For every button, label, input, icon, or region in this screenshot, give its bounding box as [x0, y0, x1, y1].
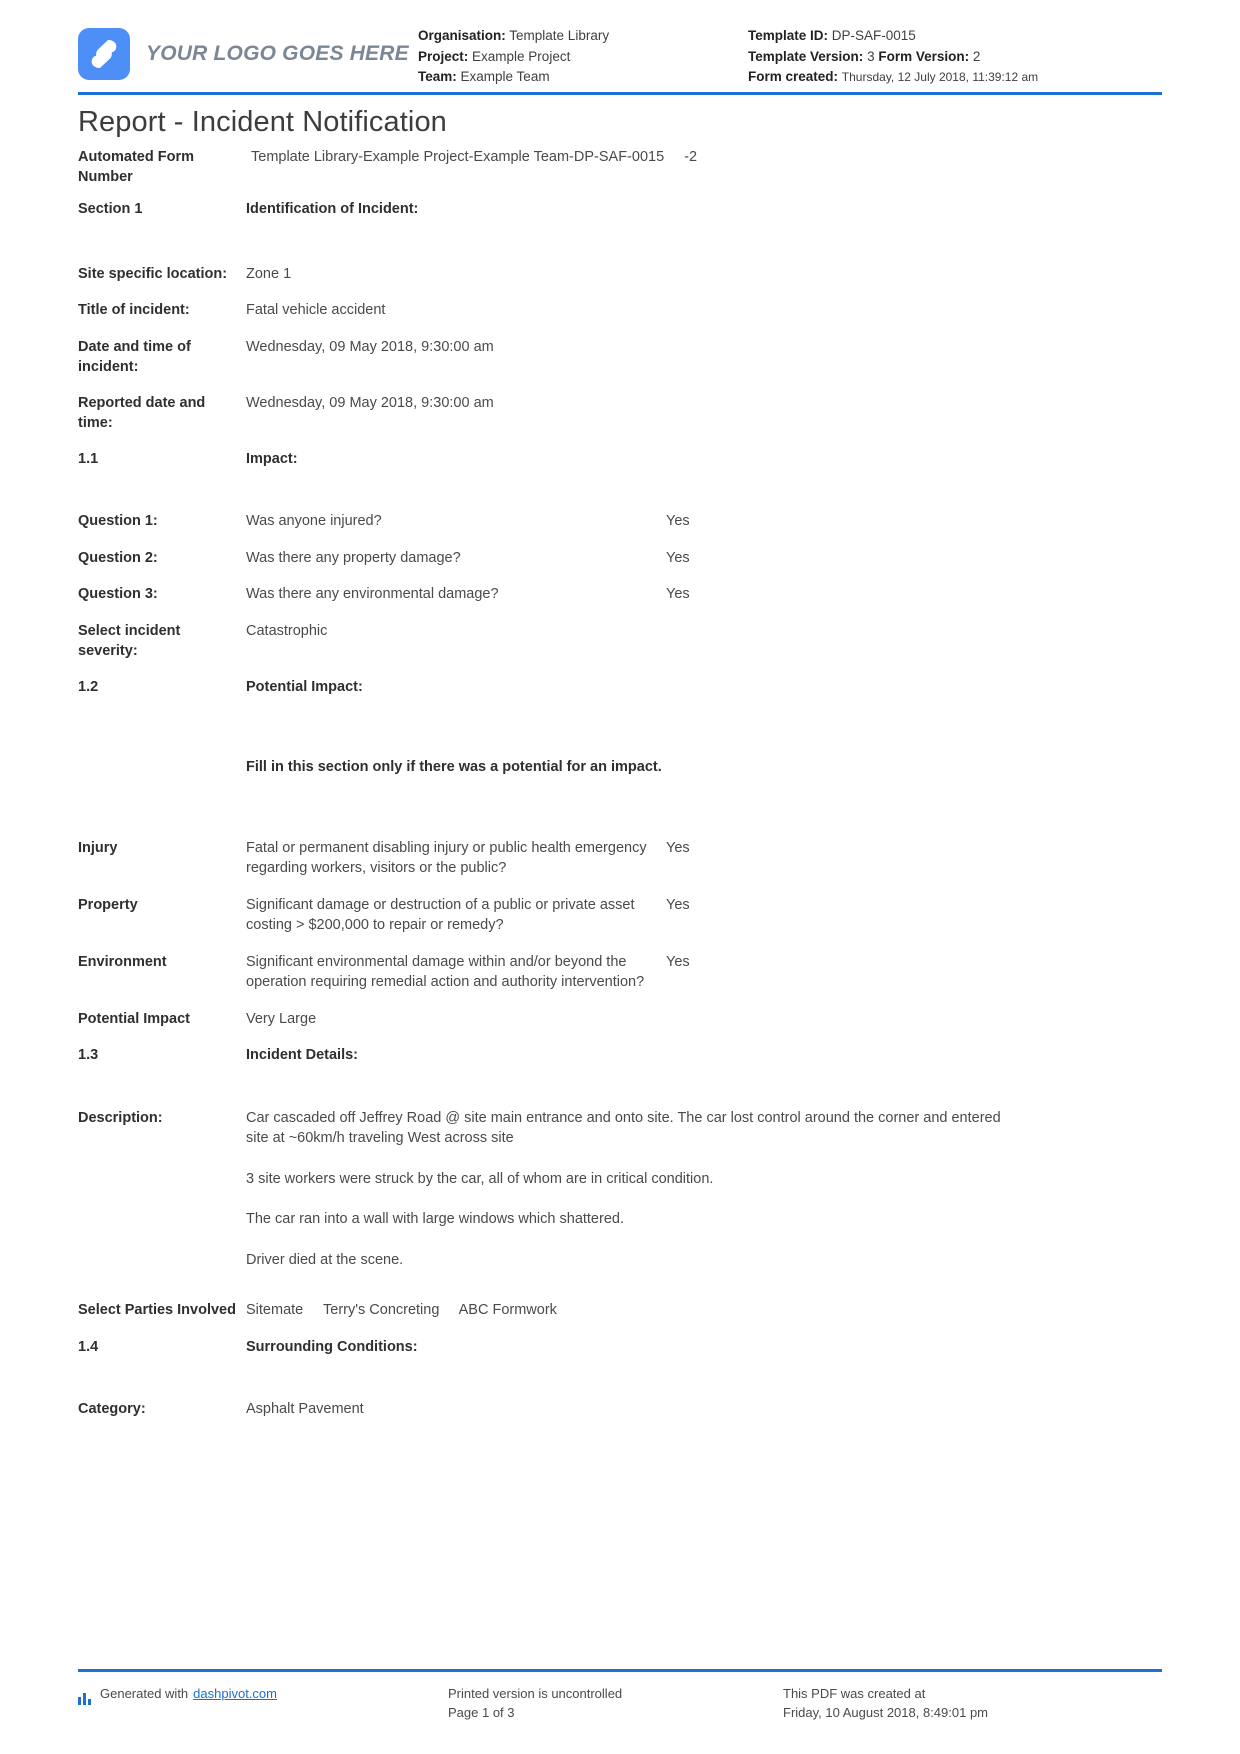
- date-time-incident-label: Date and time of incident:: [78, 338, 191, 375]
- field-row-site-location: [78, 264, 1162, 285]
- property-text: Significant damage or destruction of a public or private asset costing > $200,000 to repair or remedy?: [246, 896, 635, 933]
- description-paragraph: 3 site workers were struck by the car, all of whom are in critical condition.: [246, 1170, 714, 1187]
- field-row-date-time-incident: [78, 337, 1162, 377]
- automated-form-number-value: [246, 147, 1006, 168]
- page-title: Report - Incident Notification: [78, 106, 447, 138]
- project-value: Example Project: [472, 48, 571, 64]
- question-3-answer: Yes: [666, 586, 690, 602]
- environment-text: Significant environmental damage within and/or beyond the operation requiring remedial action and authority intervention?: [246, 953, 645, 990]
- field-row-reported-date-time: [78, 393, 1162, 433]
- section-1-2-number: 1.2: [78, 678, 99, 695]
- question-2-label: Question 2:: [78, 549, 158, 566]
- property-label: Property: [78, 896, 138, 913]
- question-2-text: Was there any property damage?: [246, 549, 461, 566]
- section-1-3-heading-row: [78, 1045, 1162, 1066]
- template-version-label: Template Version:: [748, 48, 864, 64]
- field-row-incident-severity: [78, 621, 1162, 661]
- party-item: Sitemate: [246, 1302, 304, 1318]
- generated-with-text: Generated with: [100, 1686, 189, 1701]
- description-row: [78, 1108, 1162, 1271]
- section-1-number: Section 1: [78, 201, 143, 217]
- incident-severity-label: Select incident severity:: [78, 622, 181, 659]
- incident-severity-value: Catastrophic: [246, 622, 328, 639]
- section-1-2-heading-row: [78, 677, 1162, 698]
- environment-answer: Yes: [666, 953, 690, 970]
- section-1-4-heading-row: [78, 1337, 1162, 1358]
- potential-impact-row-injury: [78, 838, 1162, 879]
- organisation-label: Organisation:: [418, 28, 506, 43]
- footer-generated-block: [78, 1684, 448, 1722]
- header-meta-left: [418, 20, 748, 88]
- potential-impact-row-property: [78, 895, 1162, 936]
- footer-divider: [78, 1669, 1162, 1672]
- header-divider: [78, 92, 1162, 95]
- section-1-2-instruction: Fill in this section only if there was a potential for an impact.: [246, 759, 662, 775]
- section-1-1-number: 1.1: [78, 450, 99, 467]
- section-1-3-heading: Incident Details:: [246, 1047, 358, 1063]
- category-value: Asphalt Pavement: [246, 1401, 364, 1417]
- description-paragraph: The car ran into a wall with large windows which shattered.: [246, 1211, 624, 1227]
- question-2-answer: Yes: [666, 549, 690, 566]
- question-3-label: Question 3:: [78, 586, 158, 602]
- form-number-suffix: -2: [684, 149, 698, 165]
- potential-impact-row-environment: [78, 952, 1162, 993]
- pdf-created-label: This PDF was created at: [783, 1686, 926, 1701]
- environment-label: Environment: [78, 953, 167, 970]
- question-1-answer: Yes: [666, 513, 690, 529]
- description-paragraph: Driver died at the scene.: [246, 1251, 404, 1268]
- section-1-heading-row: [78, 199, 1162, 220]
- form-created-value: Thursday, 12 July 2018, 11:39:12 am: [841, 70, 1039, 84]
- question-row-3: [78, 584, 1162, 605]
- description-paragraph: Car cascaded off Jeffrey Road @ site main entrance and onto site. The car lost control around the corner and entered site at ~60km/h traveling West across site: [246, 1109, 1001, 1146]
- logo-text: YOUR LOGO GOES HERE: [146, 42, 409, 65]
- property-answer: Yes: [666, 896, 690, 913]
- field-row-potential-impact: [78, 1009, 1162, 1030]
- site-location-label: Site specific location:: [78, 265, 228, 282]
- party-item: Terry's Concreting: [323, 1302, 440, 1318]
- field-row-title-of-incident: [78, 300, 1162, 321]
- template-version-value: 3: [867, 48, 875, 64]
- party-item: ABC Formwork: [458, 1302, 557, 1318]
- field-row-category: [78, 1399, 1162, 1420]
- parties-involved-values: [246, 1300, 1006, 1321]
- section-1-2-instruction-row: [78, 757, 1162, 778]
- footer-columns: [78, 1684, 1162, 1722]
- question-1-label: Question 1:: [78, 513, 158, 529]
- form-created-line: [748, 67, 1162, 88]
- description-body: [246, 1108, 1006, 1271]
- potential-impact-value: Very Large: [246, 1010, 317, 1027]
- title-of-incident-value: Fatal vehicle accident: [246, 302, 386, 318]
- potential-impact-label: Potential Impact: [78, 1010, 190, 1027]
- description-label: Description:: [78, 1109, 163, 1126]
- organisation-value: Template Library: [509, 28, 610, 43]
- automated-form-number-label: Automated Form Number: [78, 149, 194, 185]
- logo-block: [78, 20, 418, 80]
- template-version-line: [748, 47, 1162, 68]
- question-1-text: Was anyone injured?: [246, 513, 382, 529]
- project-label: Project:: [418, 48, 469, 64]
- site-location-value: Zone 1: [246, 265, 292, 282]
- parties-involved-row: [78, 1300, 1162, 1321]
- section-1-1-heading: Impact:: [246, 450, 298, 467]
- printed-version-text: Printed version is uncontrolled: [448, 1686, 623, 1701]
- page-number-text: Page 1 of 3: [448, 1705, 515, 1720]
- template-id-label: Template ID:: [748, 28, 829, 43]
- question-3-text: Was there any environmental damage?: [246, 586, 499, 602]
- pdf-created-value: Friday, 10 August 2018, 8:49:01 pm: [783, 1705, 989, 1720]
- document-header: [78, 0, 1162, 88]
- title-of-incident-label: Title of incident:: [78, 302, 190, 318]
- footer-created-block: [783, 1684, 1162, 1722]
- document-footer: [78, 1669, 1162, 1722]
- company-logo-icon: [78, 28, 130, 80]
- form-created-label: Form created:: [748, 69, 839, 84]
- section-1-heading: Identification of Incident:: [246, 201, 419, 217]
- question-row-2: [78, 548, 1162, 569]
- form-version-value: 2: [972, 48, 981, 64]
- reported-date-time-value: Wednesday, 09 May 2018, 9:30:00 am: [246, 394, 494, 411]
- header-meta-right: [748, 20, 1162, 88]
- date-time-incident-value: Wednesday, 09 May 2018, 9:30:00 am: [246, 338, 494, 355]
- chart-bars-icon: [78, 1686, 93, 1705]
- form-number-text: Template Library-Example Project-Example Team-DP-SAF-0015: [251, 149, 665, 165]
- team-label: Team:: [418, 69, 457, 84]
- injury-text: Fatal or permanent disabling injury or public health emergency regarding workers, visitors or the public?: [246, 839, 647, 876]
- team-line: [418, 67, 748, 88]
- footer-print-block: [448, 1684, 783, 1722]
- team-value: Example Team: [460, 69, 550, 84]
- section-1-2-heading: Potential Impact:: [246, 678, 363, 695]
- parties-involved-label: Select Parties Involved: [78, 1302, 236, 1318]
- section-1-3-number: 1.3: [78, 1047, 99, 1063]
- section-1-1-heading-row: [78, 449, 1162, 470]
- organisation-line: [418, 26, 748, 47]
- automated-form-number-row: [78, 147, 1162, 187]
- category-label: Category:: [78, 1401, 146, 1417]
- injury-answer: Yes: [666, 839, 690, 856]
- injury-label: Injury: [78, 839, 118, 856]
- template-id-line: [748, 26, 1162, 47]
- reported-date-time-label: Reported date and time:: [78, 394, 206, 431]
- template-id-value: DP-SAF-0015: [831, 28, 916, 43]
- form-version-label: Form Version:: [878, 48, 970, 64]
- section-1-4-heading: Surrounding Conditions:: [246, 1338, 418, 1355]
- project-line: [418, 47, 748, 68]
- question-row-1: [78, 511, 1162, 532]
- section-1-4-number: 1.4: [78, 1338, 99, 1355]
- dashpivot-link[interactable]: dashpivot.com: [193, 1686, 277, 1701]
